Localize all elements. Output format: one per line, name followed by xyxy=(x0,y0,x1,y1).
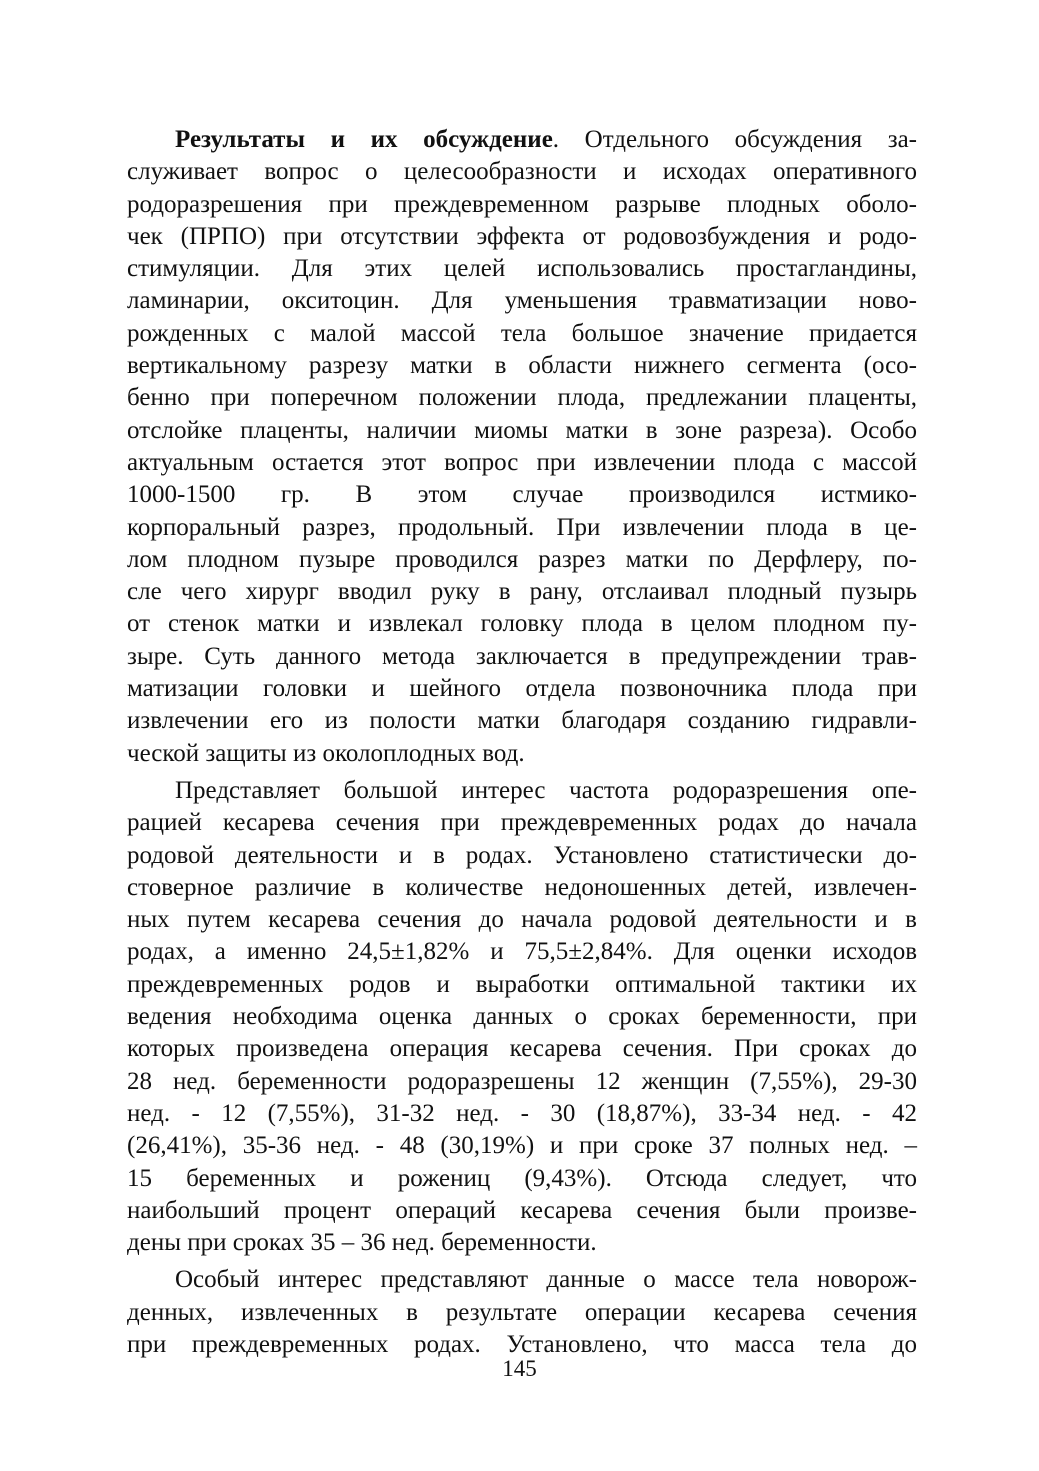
text-line xyxy=(127,124,917,156)
text-line: чек (ПРПО) при отсутствии эффекта от родовозбуждения и родо- xyxy=(127,222,917,250)
text-line: ных путем кесарева сечения до начала родовой деятельности и в xyxy=(127,906,917,934)
document-body xyxy=(127,124,917,1361)
text-line: ческой защиты из околоплодных вод. xyxy=(127,739,525,767)
text-line: зыре. Суть данного метода заключается в предупреждении трав- xyxy=(127,642,917,670)
section-heading: Результаты и их обсуждение xyxy=(175,126,553,153)
text-line: лом плодном пузыре проводился разрез матки по Дерфлеру, по- xyxy=(127,545,917,573)
text-line: 15 беременных и рожениц (9,43%). Отсюда следует, что xyxy=(127,1164,917,1192)
text-line: рацией кесарева сечения при преждевременных родах до начала xyxy=(127,809,917,837)
text-line: Особый интерес представляют данные о массе тела новорож- xyxy=(175,1266,917,1294)
text-line: родоразрешения при преждевременном разрыве плодных оболо- xyxy=(127,190,917,218)
text-line-content: . Отдельного обсуждения за- xyxy=(552,126,917,153)
text-line: (26,41%), 35-36 нед. - 48 (30,19%) и при сроке 37 полных нед. – xyxy=(127,1132,917,1160)
paragraph-cesarean-frequency xyxy=(127,775,917,1259)
text-line: родовой деятельности и в родах. Установлено статистически до- xyxy=(127,841,917,869)
text-line: наибольший процент операций кесарева сечения были произве- xyxy=(127,1196,917,1224)
text-line: нед. - 12 (7,55%), 31-32 нед. - 30 (18,87%), 33-34 нед. - 42 xyxy=(127,1099,917,1127)
text-line: стоверное различие в количестве недоношенных детей, извлечен- xyxy=(127,873,917,901)
text-line: рожденных с малой массой тела большое значение придается xyxy=(127,319,917,347)
text-line: дены при сроках 35 – 36 нед. беременности. xyxy=(127,1229,597,1257)
text-line: Представляет большой интерес частота родоразрешения опе- xyxy=(175,776,917,804)
text-line: извлечении его из полости матки благодаря созданию гидравли- xyxy=(127,707,917,735)
text-line: ведения необходима оценка данных о сроках беременности, при xyxy=(127,1003,917,1031)
text-line: преждевременных родов и выработки оптимальной тактики их xyxy=(127,970,917,998)
text-line: от стенок матки и извлекал головку плода в целом плодном пу- xyxy=(127,610,917,638)
text-line: 28 нед. беременности родоразрешены 12 женщин (7,55%), 29-30 xyxy=(127,1067,917,1095)
text-line: родах, а именно 24,5±1,82% и 75,5±2,84%. Для оценки исходов xyxy=(127,938,917,966)
text-line: актуальным остается этот вопрос при извлечении плода с массой xyxy=(127,448,917,476)
text-line: корпоральный разрез, продольный. При извлечении плода в це- xyxy=(127,513,917,541)
page-number: 145 xyxy=(502,1356,537,1381)
text-line: вертикальному разрезу матки в области нижнего сегмента (осо- xyxy=(127,352,917,380)
text-line: стимуляции. Для этих целей использовались простагландины, xyxy=(127,255,917,283)
text-line: при преждевременных родах. Установлено, что масса тела до xyxy=(127,1330,917,1358)
text-line: 1000-1500 гр. В этом случае производился истмико- xyxy=(127,481,917,509)
text-line: которых произведена операция кесарева сечения. При сроках до xyxy=(127,1035,917,1063)
paragraph-results xyxy=(127,124,917,770)
text-line: служивает вопрос о целесообразности и исходах оперативного xyxy=(127,158,917,186)
text-line: бенно при поперечном положении плода, предлежании плаценты, xyxy=(127,384,917,412)
text-line: отслойке плаценты, наличии миомы матки в зоне разреза). Особо xyxy=(127,416,917,444)
text-line: сле чего хирург вводил руку в рану, отслаивал плодный пузырь xyxy=(127,578,917,606)
text-line: ламинарии, окситоцин. Для уменьшения травматизации ново- xyxy=(127,287,917,315)
text-line: денных, извлеченных в результате операции кесарева сечения xyxy=(127,1298,917,1326)
text-line: матизации головки и шейного отдела позвоночника плода при xyxy=(127,675,917,703)
paragraph-newborn-weight xyxy=(127,1264,917,1361)
